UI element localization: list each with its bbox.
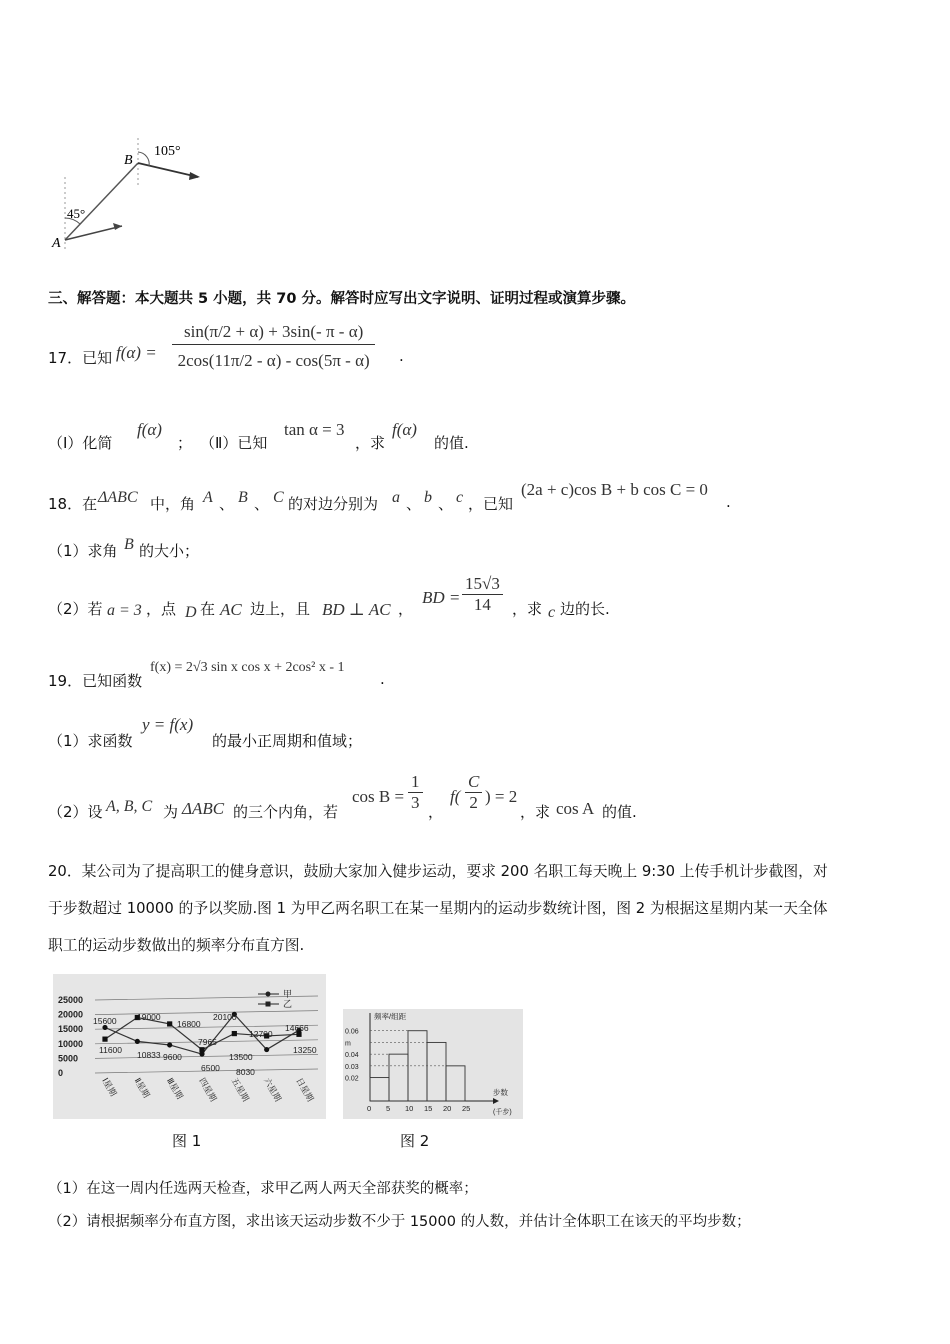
figure1-legend-label: 甲: [283, 989, 293, 999]
q20-line1: 20．某公司为了提高职工的健身意识，鼓励大家加入健步运动，要求 200 名职工每天晚上 9:30 上传手机计步截图，对: [48, 863, 828, 880]
q18-bd-fraction: [462, 574, 503, 615]
q17-end: .: [399, 347, 404, 365]
figure2-ytick: 0.06: [345, 1028, 359, 1036]
q19-part2-text2: 的三个内角，若: [233, 803, 339, 821]
q18-part2-c: c: [548, 604, 556, 621]
q18-perpendicular: BD ⊥ AC: [322, 600, 391, 619]
figure1-data-label: 6500: [201, 1063, 220, 1073]
q18-condition: (2a + c)cos B + b cos C = 0: [521, 480, 708, 499]
figure1-point-yi: [102, 1037, 107, 1042]
figure1-xtick: Ⅲ星期: [164, 1076, 186, 1101]
q19-part2-end: 的值.: [602, 803, 637, 821]
figure1-point-jia: [135, 1039, 140, 1044]
q18-segment-ac: AC: [220, 600, 242, 619]
figure-angle-45: 45°: [67, 206, 86, 221]
q19-part2-prefix: （2）设: [48, 803, 103, 821]
q18-bd-denominator: 14: [462, 594, 503, 615]
q19-part2-text1: 为: [163, 803, 179, 821]
section-heading: 三、解答题：本大题共 5 小题，共 70 分。解答时应写出文字说明、证明过程或演算步骤。: [48, 291, 635, 307]
q20-part1: （1）在这一周内任选两天检查，求甲乙两人两天全部获奖的概率；: [48, 1181, 478, 1197]
q19-comma: ，: [428, 803, 444, 821]
figure2-ytick: 0.03: [345, 1063, 359, 1071]
q17-f-alpha-2: f(α): [392, 420, 417, 439]
q18-sep1: 、: [219, 495, 235, 513]
q19-fc-lhs: f(: [450, 787, 461, 806]
q18-part1-prefix: （1）求角: [48, 542, 118, 560]
q18-part2-text2: 在: [200, 600, 216, 618]
q17-denominator: 2cos(11π/2 - α) - cos(5π - α): [172, 344, 375, 371]
figure1-legend-marker: [266, 1002, 271, 1007]
q19-part1-prefix: （1）求函数: [48, 732, 133, 750]
figure2-ytick: 0.04: [345, 1052, 359, 1060]
figure1-point-yi: [232, 1031, 237, 1036]
figure1-data-label: 8030: [236, 1067, 255, 1077]
figure1-data-label: 20100: [213, 1012, 237, 1022]
figure1-legend-label: 乙: [283, 999, 293, 1009]
q19-fc-denominator: 2: [465, 792, 482, 813]
q18-part2-text1: ，点: [146, 600, 177, 618]
figure2-xunit: (千步): [493, 1109, 512, 1116]
q18-part2-text3: 边上，且: [250, 600, 311, 618]
q19-cosb-lhs: cos B =: [352, 787, 405, 806]
figure1-data-label: 11600: [99, 1045, 123, 1055]
figure1-data-label: 9600: [163, 1052, 182, 1062]
q18-bd-numerator: 15√3: [465, 574, 500, 593]
q18-angle-b: B: [238, 489, 248, 506]
figure1-point-jia: [167, 1042, 172, 1047]
figure1-data-label: 19000: [137, 1012, 161, 1022]
figure1-ytick: 0: [58, 1068, 64, 1078]
figure1-legend-marker: [266, 992, 271, 997]
q18-sep4: 、: [438, 495, 454, 513]
q17-number: 17．已知: [48, 349, 113, 367]
q18-angle-a: A: [203, 489, 213, 506]
q19-y-eq: y = f(x): [142, 715, 194, 734]
q18-sep3: 、: [406, 495, 422, 513]
figure1-point-yi: [167, 1021, 172, 1026]
q17-numerator: sin(π/2 + α) + 3sin(- π - α): [184, 322, 364, 341]
q19-abc: A, B, C: [106, 798, 153, 815]
q18-bd-lhs: BD =: [422, 588, 461, 607]
q18-angle-c: C: [273, 489, 284, 506]
q18-part2-prefix: （2）若: [48, 600, 103, 618]
figure2-caption: 图 2: [400, 1132, 430, 1150]
q17-part2-end: 的值.: [434, 434, 469, 452]
figure1-data-label: 13250: [293, 1045, 317, 1055]
figure1-xtick: 六星期: [261, 1076, 284, 1104]
q18-sep2: 、: [254, 495, 270, 513]
figure2-xlabel: 步数: [493, 1088, 508, 1097]
figure1-ytick: 15000: [58, 1024, 84, 1035]
figure-angle-105: 105°: [154, 144, 181, 159]
q19-part2-text3: ，求: [520, 803, 551, 821]
q20-part2: （2）请根据频率分布直方图，求出该天运动步数不少于 15000 的人数，并估计全体职工在该天的平均步数；: [48, 1214, 751, 1230]
q17-tan-condition: tan α = 3: [284, 420, 345, 439]
q18-triangle: ΔABC: [98, 489, 138, 506]
figure1-data-label: 16800: [177, 1019, 201, 1029]
q18-part2-end: 边的长.: [560, 600, 610, 618]
figure1-caption: 图 1: [172, 1132, 202, 1150]
q18-text2: 的对边分别为: [288, 495, 379, 513]
figure2-xtick: 20: [443, 1104, 452, 1113]
q19-cosb-numerator: 1: [411, 772, 420, 791]
q19-function: f(x) = 2√3 sin x cos x + 2cos² x - 1: [150, 660, 345, 675]
q17-part1-prefix: （Ⅰ）化简: [48, 434, 113, 452]
figure1-data-label: 14666: [285, 1023, 309, 1033]
direction-figure: [50, 130, 220, 255]
q19-fc-numerator: C: [468, 772, 480, 791]
figure2-ytick: m: [345, 1040, 351, 1048]
figure1-xtick: 日星期: [294, 1076, 316, 1104]
q20-line3: 职工的运动步数做出的频率分布直方图.: [48, 937, 305, 954]
figure1-xtick: 五星期: [229, 1076, 252, 1104]
figure-arrow-a: [65, 226, 122, 240]
q19-triangle: ΔABC: [182, 799, 225, 818]
figure1-data-label: 7965: [198, 1037, 217, 1047]
q17-separator: ；: [177, 434, 193, 452]
figure1-ytick: 20000: [58, 1009, 84, 1020]
q19-fc-rhs: ) = 2: [485, 787, 518, 806]
q18-point-d: D: [185, 604, 197, 621]
figure1-xtick: Ⅰ星期: [100, 1076, 119, 1098]
q18-a-eq: a = 3: [107, 602, 142, 619]
q17-lhs: f(α) =: [116, 343, 157, 362]
figure1-ytick: 25000: [58, 995, 84, 1005]
q18-comma: ，: [398, 600, 414, 618]
q17-part2-prefix: （Ⅱ）已知: [200, 434, 268, 452]
figure1-data-label: 13500: [229, 1052, 253, 1062]
figure2-ytick: 0.02: [345, 1075, 359, 1083]
figure-arrowhead-a: [113, 223, 122, 230]
figure1-data-label: 15600: [93, 1016, 117, 1026]
figure-segment-ab: [65, 163, 138, 240]
q18-side-a: a: [392, 489, 400, 506]
q17-f-alpha-1: f(α): [137, 420, 162, 439]
figure2-xtick: 10: [405, 1104, 414, 1113]
figure2-xtick: 0: [367, 1104, 372, 1113]
q19-cosb-fraction: [408, 772, 423, 813]
figure2-ylabel: 频率/组距: [374, 1012, 407, 1021]
figure-label-a: A: [52, 236, 61, 251]
figure-label-b: B: [124, 153, 133, 168]
figure1-ytick: 5000: [58, 1053, 79, 1064]
figure2-xtick: 5: [386, 1104, 391, 1113]
q18-text3: ，已知: [468, 495, 514, 513]
figure1-data-label: 10833: [137, 1050, 161, 1060]
q18-number: 18．在: [48, 495, 98, 513]
figure1-xtick: 四星期: [197, 1076, 219, 1104]
q18-dot: .: [726, 493, 731, 511]
q18-part2-text4: ，求: [512, 600, 543, 618]
figure1-ytick: 10000: [58, 1038, 84, 1049]
figure1-line-chart: [53, 974, 326, 1119]
q18-side-c: c: [456, 489, 464, 506]
q19-cosa: cos A: [556, 799, 595, 818]
figure1-point-yi: [199, 1047, 204, 1052]
q19-part1-end: 的最小正周期和值域；: [212, 732, 363, 750]
figure2-histogram: [343, 1009, 523, 1119]
figure2-xtick: 15: [424, 1104, 433, 1113]
q18-part1-b: B: [124, 536, 134, 553]
q19-cosb-denominator: 3: [408, 792, 423, 813]
q19-fc-fraction: [465, 772, 482, 813]
q18-side-b: b: [424, 489, 432, 506]
figure1-point-jia: [264, 1047, 269, 1052]
figure1-data-label: 12700: [249, 1029, 273, 1039]
q20-line2: 于步数超过 10000 的予以奖励.图 1 为甲乙两名职工在某一星期内的运动步数统计图，图 2 为根据这星期内某一天全体: [48, 900, 828, 917]
q18-part1-end: 的大小；: [139, 542, 200, 560]
figure-arrow-b: [138, 163, 198, 177]
q17-part2-mid: ，求: [355, 434, 386, 452]
figure2-xtick: 25: [462, 1104, 471, 1113]
q18-text1: 中，角: [150, 495, 196, 513]
q19-number: 19．已知函数: [48, 672, 143, 690]
figure1-xtick: Ⅱ星期: [132, 1076, 152, 1100]
q19-dot: .: [380, 670, 385, 688]
q17-fraction: [172, 322, 375, 371]
figure-arrowhead-b: [189, 172, 200, 180]
